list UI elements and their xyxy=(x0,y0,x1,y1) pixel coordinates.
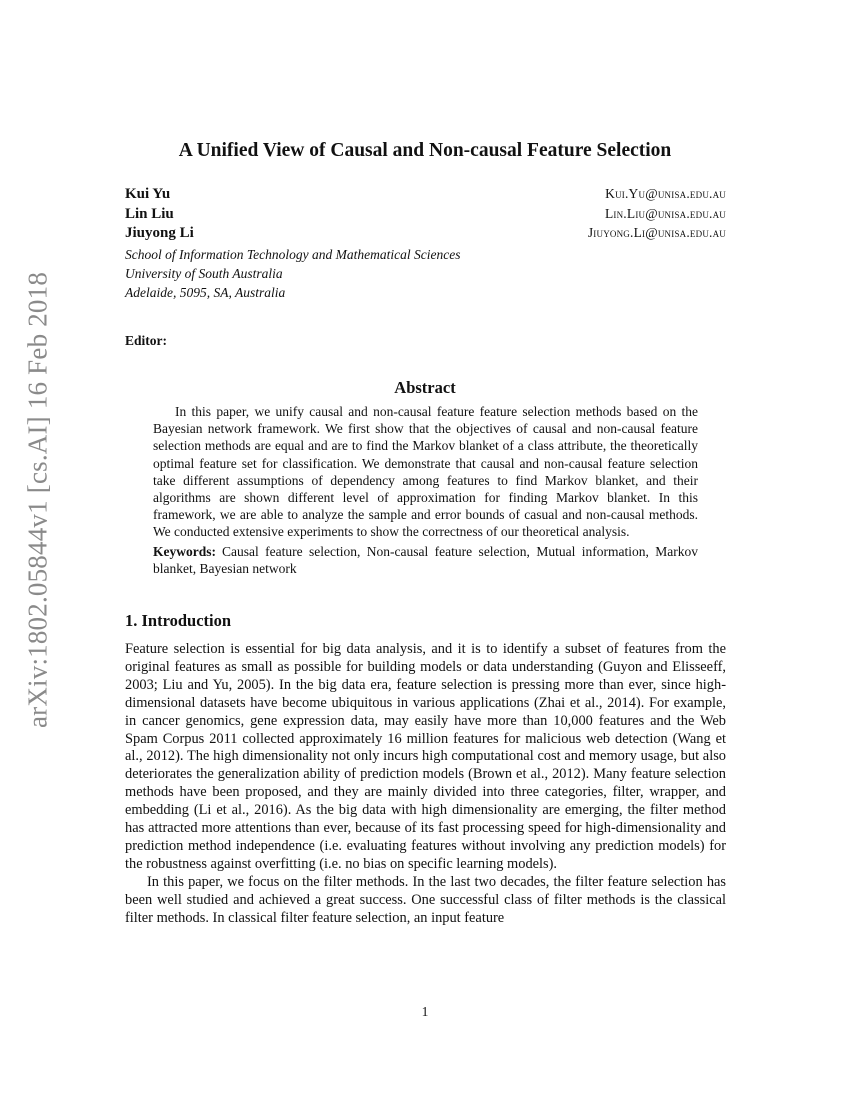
section-heading-introduction: 1. Introduction xyxy=(125,611,232,630)
author-name: Jiuyong Li xyxy=(125,225,194,241)
keywords xyxy=(153,543,698,577)
keywords-list: Causal feature selection, Non-causal feature selection, Mutual information, Markov blanket, Bayesian network xyxy=(153,543,698,576)
affiliation-address: Adelaide, 5095, SA, Australia xyxy=(125,284,286,300)
paragraph: Feature selection is essential for big data analysis, and it is to identify a subset of features from the original features as small as possible for building models or data understanding (Guyon and Elisseeff, 2003; Liu and Yu, 2005). In the big data era, feature selection is pressing more than ever, since high-dimensional datasets have become ubiquitous in various applications (Zhai et al., 2014). For example, in cancer genomics, gene expression data, may easily have more than 10,000 features and the Web Spam Corpus 2011 collected approximately 16 million features for malicious web detection (Wang et al., 2012). The high dimensionality not only incurs high computational cost and memory usage, but also deteriorates the generalization ability of prediction models (Brown et al., 2012). Many feature selection methods have been proposed, and they are mainly divided into three categories, filter, wrapper, and embedding (Li et al., 2016). As the big data with high dimensionality are emerging, the filter method has attracted more attentions than ever, because of its fast processing speed for high-dimensionality and prediction method independence (i.e. evaluating features without involving any prediction models) for the robustness against overfitting (i.e. no bias on specific learning models). xyxy=(125,641,726,872)
abstract-heading: Abstract xyxy=(394,378,456,397)
author-email: Lin.Liu@unisa.edu.au xyxy=(604,205,726,221)
keywords-label: Keywords: xyxy=(153,543,216,559)
author-name: Lin Liu xyxy=(125,205,174,222)
author-row xyxy=(125,225,726,245)
editor-label: Editor: xyxy=(125,333,167,348)
abstract-text: In this paper, we unify causal and non-causal feature feature selection methods based on the Bayesian network framework. We first show that the objectives of causal and non-causal feature selection methods are equal and are to find the Markov blanket of a class attribute, the theoretically optimal feature set for classification. We demonstrate that causal and non-causal feature selection take different assumptions of dependency among features to find Markov blanket, and their algorithms are shown different level of approximation for finding Markov blanket. In this framework, we are able to analyze the sample and error bounds of casual and non-causal methods. We conducted extensive experiments to show the correctness of our theoretical analysis. xyxy=(153,404,698,540)
author-block xyxy=(125,186,726,302)
author-row xyxy=(125,186,726,206)
page-number: 1 xyxy=(421,1004,429,1019)
affiliation-university: University of South Australia xyxy=(125,265,283,281)
arxiv-identifier-stamp: arXiv:1802.05844v1 [cs.AI] 16 Feb 2018 xyxy=(22,271,53,729)
abstract-body xyxy=(153,403,698,577)
author-email: Kui.Yu@unisa.edu.au xyxy=(605,186,726,201)
paper-title: A Unified View of Causal and Non-causal Feature Selection xyxy=(178,140,672,161)
paragraph: In this paper, we focus on the filter methods. In the last two decades, the filter feature selection has been well studied and achieved a great success. One successful class of filter methods is the classical filter methods. In classical filter feature selection, an input feature xyxy=(125,873,726,926)
author-row xyxy=(125,206,726,226)
introduction-body xyxy=(125,641,726,928)
affiliation-school: School of Information Technology and Mathematical Sciences xyxy=(125,246,461,262)
author-email: Jiuyong.Li@unisa.edu.au xyxy=(587,225,726,240)
author-name: Kui Yu xyxy=(125,186,171,202)
